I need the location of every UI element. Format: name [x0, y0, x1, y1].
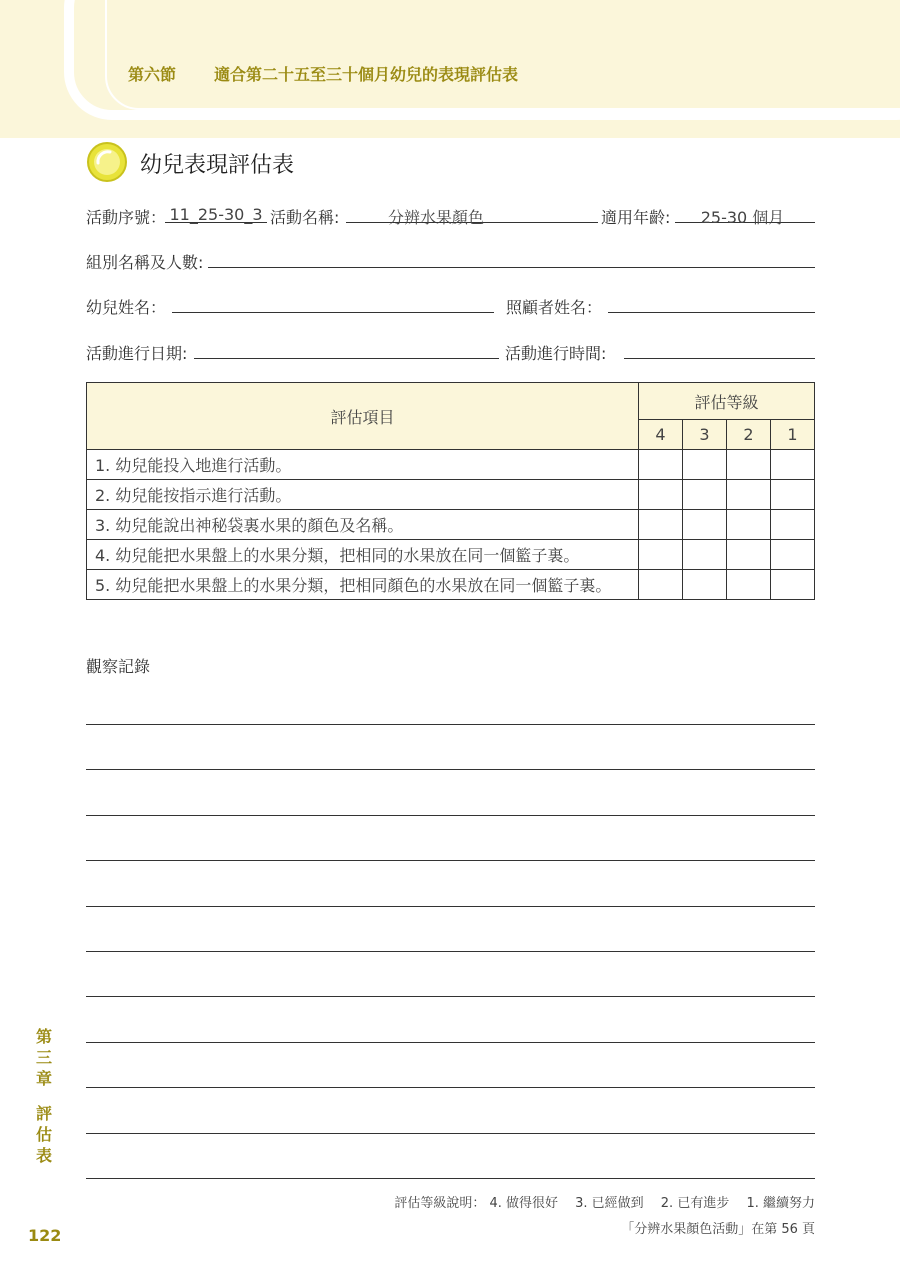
table-row [87, 480, 815, 510]
table-row [87, 450, 815, 480]
form-title: 幼兒表現評估表 [140, 153, 295, 178]
grade-3-header: 3 [683, 420, 727, 450]
grade-cell[interactable] [639, 450, 683, 480]
table-row [87, 510, 815, 540]
grade-cell[interactable] [771, 570, 815, 600]
grade-cell[interactable] [639, 570, 683, 600]
observation-label: 觀察記錄 [86, 657, 151, 676]
group-label: 組別名稱及人數: [86, 253, 204, 272]
observation-line[interactable] [86, 1042, 815, 1043]
grade-cell[interactable] [771, 540, 815, 570]
reference-note: 「分辨水果顏色活動」在第 56 頁 [621, 1222, 815, 1237]
observation-line[interactable] [86, 1178, 815, 1179]
observation-line[interactable] [86, 724, 815, 725]
observation-line[interactable] [86, 1087, 815, 1088]
table-row [87, 570, 815, 600]
grade-cell[interactable] [727, 510, 771, 540]
section-title: 適合第二十五至三十個月幼兒的表現評估表 [214, 65, 519, 84]
grade-cell[interactable] [639, 480, 683, 510]
activity-no-label: 活動序號： [86, 208, 167, 227]
observation-line[interactable] [86, 906, 815, 907]
carer-name-label: 照顧者姓名： [506, 298, 603, 317]
item-text: 3. 幼兒能說出神秘袋裏水果的顏色及名稱。 [87, 510, 639, 540]
grade-cell[interactable] [771, 480, 815, 510]
observation-line[interactable] [86, 1133, 815, 1134]
side-chapter-label [34, 1026, 54, 1166]
grade-cell[interactable] [727, 450, 771, 480]
page-number: 122 [28, 1226, 62, 1245]
grade-cell[interactable] [683, 450, 727, 480]
date-line[interactable] [194, 358, 499, 359]
age-value: 25-30 個月 [700, 208, 785, 227]
observation-line[interactable] [86, 860, 815, 861]
table-row [87, 540, 815, 570]
circle-bullet-icon [86, 141, 128, 183]
child-name-line[interactable] [172, 312, 494, 313]
item-text: 4. 幼兒能把水果盤上的水果分類，把相同的水果放在同一個籃子裏。 [87, 540, 639, 570]
grade-cell[interactable] [639, 540, 683, 570]
activity-name-label: 活動名稱: [270, 208, 340, 227]
grade-cell[interactable] [639, 510, 683, 540]
item-header: 評估項目 [87, 383, 639, 450]
grade-4-header: 4 [639, 420, 683, 450]
activity-no-value: 11_25-30_3 [169, 205, 263, 224]
grade-cell[interactable] [683, 480, 727, 510]
grade-cell[interactable] [771, 450, 815, 480]
activity-name-value: 分辨水果顏色 [387, 208, 484, 227]
observation-line[interactable] [86, 951, 815, 952]
grade-cell[interactable] [727, 570, 771, 600]
evaluation-table [86, 382, 815, 600]
item-text: 1. 幼兒能投入地進行活動。 [87, 450, 639, 480]
topic-text: 評 估 表 [35, 1104, 52, 1165]
time-line[interactable] [624, 358, 815, 359]
grade-cell[interactable] [771, 510, 815, 540]
item-text: 5. 幼兒能把水果盤上的水果分類，把相同顏色的水果放在同一個籃子裏。 [87, 570, 639, 600]
grade-cell[interactable] [727, 480, 771, 510]
date-label: 活動進行日期: [86, 344, 188, 363]
grade-1-header: 1 [771, 420, 815, 450]
header-frame-inner [105, 0, 900, 110]
observation-line[interactable] [86, 996, 815, 997]
section-label: 第六節 [128, 65, 177, 84]
grade-cell[interactable] [683, 570, 727, 600]
carer-name-line[interactable] [608, 312, 815, 313]
chapter-text: 第 三 章 [35, 1027, 52, 1088]
grade-cell[interactable] [727, 540, 771, 570]
grade-cell[interactable] [683, 540, 727, 570]
observation-line[interactable] [86, 815, 815, 816]
observation-line[interactable] [86, 769, 815, 770]
grade-header: 評估等級 [639, 383, 815, 420]
child-name-label: 幼兒姓名： [86, 298, 167, 317]
grade-note: 評估等級說明： 4. 做得很好 3. 已經做到 2. 已有進步 1. 繼續努力 [394, 1196, 815, 1211]
group-line[interactable] [208, 267, 815, 268]
time-label: 活動進行時間: [505, 344, 607, 363]
item-text: 2. 幼兒能按指示進行活動。 [87, 480, 639, 510]
grade-cell[interactable] [683, 510, 727, 540]
grade-2-header: 2 [727, 420, 771, 450]
age-label: 適用年齡: [601, 208, 671, 227]
